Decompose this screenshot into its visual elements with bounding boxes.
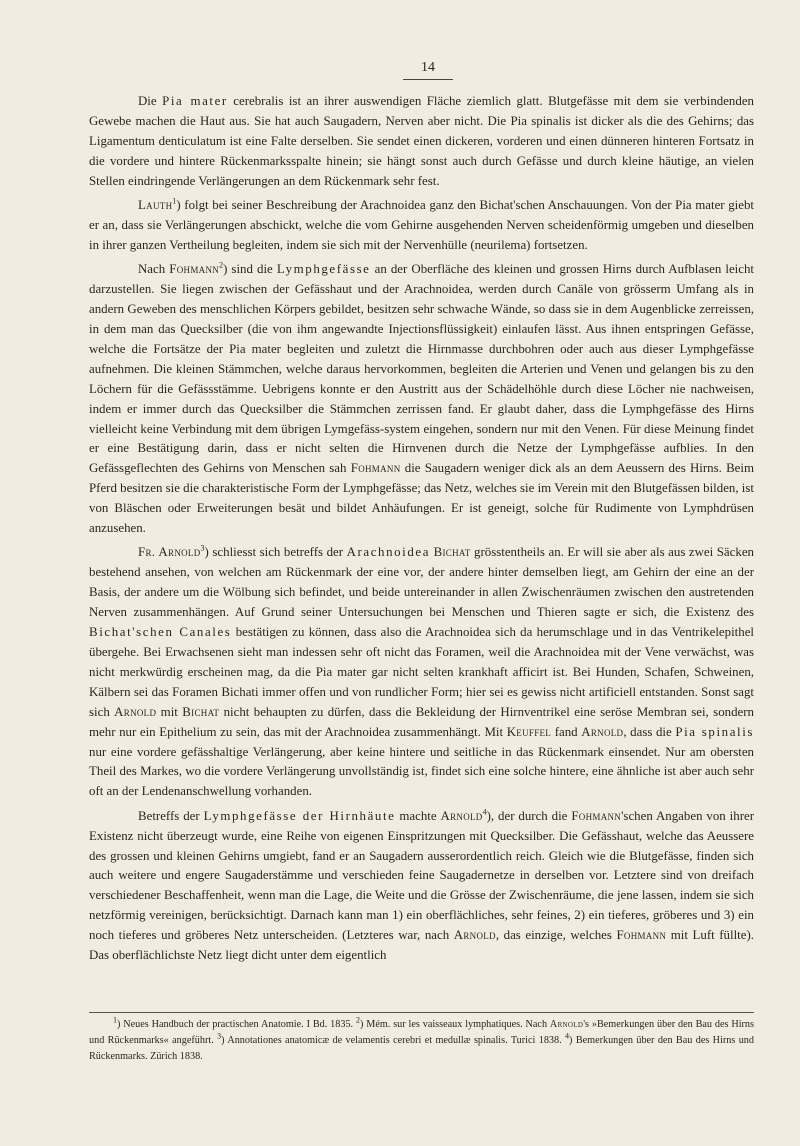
text-run: Fohmann: [571, 808, 622, 823]
footnote-divider: [89, 1012, 754, 1013]
footnote-marker: 1: [113, 1015, 117, 1025]
paragraph: [89, 260, 754, 539]
footnote-marker: 4: [482, 807, 487, 817]
page-number: 14: [403, 60, 453, 80]
text-run: mit Luft füllte). Das oberflächlichste Netz liegt dicht unter dem eigentlich: [89, 928, 754, 963]
text-run: Arnold: [453, 928, 496, 943]
footnote-marker: 2: [219, 260, 224, 270]
paragraph: [89, 807, 754, 966]
text-run: cerebralis ist an ihrer auswendigen Fläche ziemlich glatt. Blutgefässe mit dem sie verbindenden Gewebe machen die Haut aus. Sie hat auch Saugadern, Nerven aber nicht. Die Pia spinalis ist dicker als die des Gehirns; das Ligamentum denticulatum ist eine Falte derselben. Sie sendet einen dickeren, vorderen und einen dünneren hinteren Fortsatz in die vordere und hintere Rückenmarksspalte hinein; sie hängt sonst auch durch Gefässe und durch kleine häutige, an vielen Stellen eindringende Verlängerungen an dem Rückenmark sehr fest.: [89, 94, 754, 188]
text-run: die Saugadern weniger dick als an dem Aeussern des Hirns. Beim Pferd besitzen sie die charakteristische Form der Lymphgefässe; das Netz, welches sie im Verein mit den Blutgefässen bilden, ist von Bläschen oder Erweiterungen besät und bildet Anhäufungen. Er ist geneigt, solche für Rudimente von Lymphdrüsen anzusehen.: [89, 461, 754, 536]
footnotes: [89, 1017, 754, 1065]
text-run: Fohmann: [350, 461, 401, 476]
text-run: machte: [395, 808, 441, 823]
text-run: an der Oberfläche des kleinen und grossen Hirns durch Aufblasen leicht darzustellen. Sie liegen zwischen der Gefässhaut und der Arachnoidea, werden durch Canäle von grösserm Umfang als in andern Geweben des menschlichen Körpers gebildet, besitzen sehr schwache Wände, so dass sie in dem Augenblicke zerreissen, in dem man das Quecksilber (die von ihm angewandte Injectionsflüssigkeit) einlaufen lässt. Aus ihnen entspringen Gefässe, welche die Fortsätze der Pia mater begleiten und zuletzt die Hirnmasse durchbohren oder auch aus dieser Lymphgefässe aufnehmen. Die kleinen Stämmchen, welche daraus hervorkommen, begleiten die Arterien und Venen und gelangen bis zu den Löchern für die Gefässstämme. Uebrigens konnte er den Austritt aus der Schädelhöhle durch diese Löcher nie nachweisen, indem er immer durch das Quecksilber die Stämmchen zerrissen fand. Er glaubt daher, dass die Lymphgefässe des Hirns vielleicht keine Verbindung mit dem übrigen Lymgefäss-system eingehen, sondern nur mit den Venen. Für diese Meinung findet er eine Bestätigung darin, dass er nicht selten die Hirnvenen durch die Netze der Lymphgefässe aufblies. In den Gefässgeflechten des Gehirns von Menschen sah: [89, 262, 755, 476]
paragraph: [89, 543, 754, 802]
text-run: Arnold: [581, 724, 624, 739]
text-run: nur eine vordere gefässhaltige Verlängerung, aber keine hintere und seitliche in das Rückenmark einsendet. Nur am obersten Theil des Markes, wo die vordere Verlängerung unvollständig ist, findet sich eine solche hintere, eine ähnliche ist aber auch sehr oft an der Lendenanschwellung vorhanden.: [89, 744, 754, 799]
text-run: ) Bemerkungen über den Bau des Hirns und Rückenmarks. Zürich 1838.: [89, 1035, 754, 1062]
text-run: Arachnoidea: [346, 545, 431, 560]
text-run: Lymphgefässe: [276, 262, 371, 277]
text-run: Arnold: [549, 1019, 584, 1030]
text-run: Lymphgefässe der Hirnhäute: [203, 808, 396, 823]
text-run: , dass die: [623, 724, 676, 739]
text-run: bestätigen zu können, dass also die Arachnoidea sich da herumschlage und in das Ventrikelepithel übergehe. Bei Erwachsenen sieht man indessen sehr oft nicht das Foramen, weil die Arachnoidea mit der Vene verwächst, was nicht merkwürdig erscheinen mag, da die Pia mater gar nicht selten krankhaft afficirt ist. Bei Hunden, Schafen, Schweinen, Kälbern sei das Foramen Bichati immer offen und von rundlicher Form; hier sei es gewiss nicht artificiell entstanden. Sonst sagt sich: [89, 625, 754, 719]
text-run: Pia spinalis: [675, 724, 754, 739]
text-run: fand: [551, 724, 582, 739]
footnote-paragraph: [89, 1017, 754, 1065]
text-run: Bichat'schen Canales: [89, 625, 232, 640]
text-run: ), der durch die: [486, 808, 572, 823]
text-run: Arnold: [114, 704, 157, 719]
footnote-marker: 3: [217, 1031, 222, 1041]
text-run: ) folgt bei seiner Beschreibung der Arachnoidea ganz den Bichat'schen Anschauungen. Von der Pia mater giebt er an, dass sie Verlängerungen abschickt, welche die vom Gehirne ausgehenden Nerven scheidenförmig umgeben und dieselben in ihrer ganzen Vertheilung begleiten, indem sie sich mit der Nervenhülle (neurilema) fortsetzen.: [89, 198, 754, 252]
text-run: Bichat: [182, 704, 220, 719]
text-run: Fohmann: [616, 928, 667, 943]
text-run: 's »Bemerkungen über den Bau des Hirns und Rückenmarks« angeführt.: [89, 1019, 754, 1046]
text-run: ) Annotationes anatomicæ de velamentis cerebri et medullæ spinalis. Turici 1838.: [221, 1035, 566, 1046]
text-run: Fohmann: [169, 262, 220, 277]
paragraph: [89, 92, 754, 192]
footnote-marker: 2: [355, 1015, 360, 1025]
text-run: ) Neues Handbuch der practischen Anatomie. I Bd. 1835.: [117, 1019, 356, 1030]
text-run: nicht behaupten zu dürfen, dass die Bekleidung der Hirnventrikel eine seröse Membran sei, sondern mehr nur ein Epithelium zu sein, das mit der Arachnoidea zusammenhängt. Mit: [89, 704, 754, 739]
paragraph: [89, 196, 754, 256]
text-run: ) sind die: [223, 262, 277, 277]
footnote-marker: 4: [565, 1031, 570, 1041]
text-run: Die: [138, 94, 163, 108]
text-run: Nach: [138, 262, 170, 277]
text-run: ) Mém. sur les vaisseaux lymphatiques. Nach: [359, 1019, 550, 1030]
text-run: grösstentheils an. Er will sie aber als aus zwei Säcken bestehend ansehen, von welchen am Rückenmark der eine vor, der andere hinter demselben liegt, am Gehirn der eine an der Basis, der andere um die Wölbung sich befindet, und beide untereinander in allen Zwischenräumen zwischen den austretenden Nerven zusammenhängen. Auf Grund seiner Untersuchungen bei Menschen und Thieren sagte er sich, die Existenz des: [89, 545, 754, 620]
footnote-marker: 3: [200, 544, 205, 554]
text-run: Bichat: [433, 545, 471, 560]
text-run: Pia mater: [162, 94, 228, 108]
text-run: Arnold: [440, 808, 483, 823]
text-run: Fr. Arnold: [138, 545, 201, 560]
text-run: Lauth: [138, 198, 173, 213]
text-run: Keuffel: [506, 724, 552, 739]
text-run: 'schen Angaben von ihrer Existenz nicht überzeugt wurde, eine Reihe von eigenen Einspritzungen mit Quecksilber. Die Gefässhaut, welche das Aeussere des grossen und kleinen Gehirns umgiebt, fand er an Saugadern ausserordentlich reich. Gleich wie die Blutgefässe, finden sich auch weitere und engere Saugaderstämme und verschieden feine Saugadernetze in derselben vor. Letztere sind von dreifach verschiedener Beschaffenheit, wenn man die Lage, die Weite und die Grösse der Zwischenräume, die jene lassen, indem sie sich netzförmig vereinigen, berücksichtigt. Darnach kann man 1) ein oberflächliches, sehr feines, 2) ein tieferes, gröberes und 3) ein noch tieferes und gröberes Netz unterscheiden. (Letzteres war, nach: [89, 808, 754, 943]
text-run: , das einzige, welches: [495, 928, 617, 943]
text-run: ) schliesst sich betreffs der: [204, 545, 347, 560]
text-run: mit: [156, 704, 183, 719]
body-text: [89, 92, 754, 970]
text-run: Betreffs der: [138, 808, 204, 823]
footnote-marker: 1: [172, 196, 177, 206]
